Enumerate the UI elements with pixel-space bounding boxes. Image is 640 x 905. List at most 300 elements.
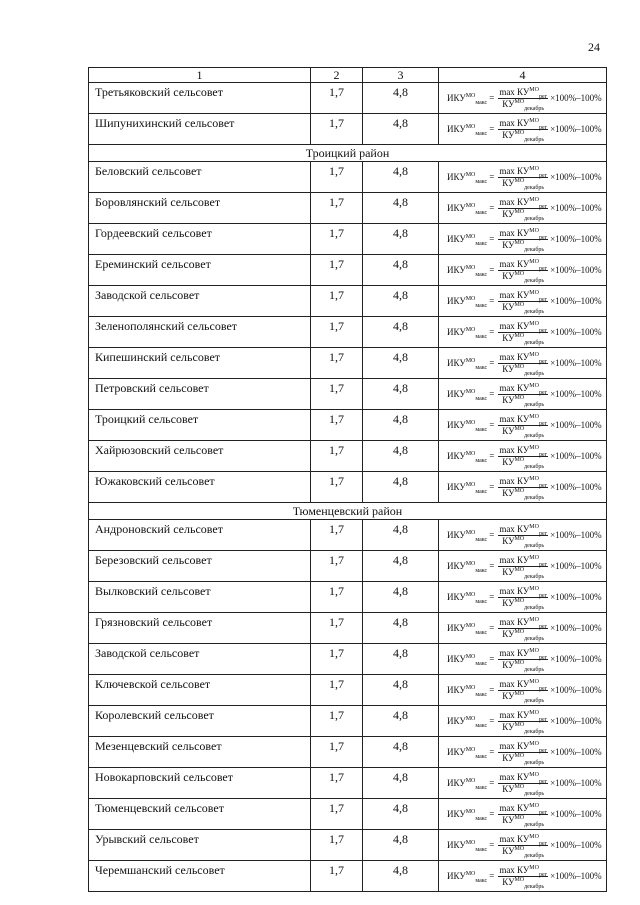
formula-fraction xyxy=(498,585,548,611)
value-col-3: 4,8 xyxy=(363,830,439,861)
formula-fraction xyxy=(498,227,548,253)
formula-cell xyxy=(439,317,607,348)
value-col-2: 1,7 xyxy=(311,317,363,348)
header-row xyxy=(89,68,607,83)
formula-fraction xyxy=(498,864,548,890)
formula-numerator: $\max КУ^{МО}_{рег}$ xyxy=(499,554,548,568)
value-col-2: 1,7 xyxy=(311,830,363,861)
formula-lhs: $ИКУ^{МО}_{макс}$ xyxy=(447,653,488,667)
column-header-4: 4 xyxy=(439,68,607,83)
table-row xyxy=(89,613,607,644)
value-col-3: 4,8 xyxy=(363,224,439,255)
value-col-3: 4,8 xyxy=(363,83,439,114)
table-row xyxy=(89,861,607,892)
value-col-2: 1,7 xyxy=(311,675,363,706)
value-col-2: 1,7 xyxy=(311,441,363,472)
formula-numerator: $\max КУ^{МО}_{рег}$ xyxy=(499,585,548,599)
formula-equals: = xyxy=(489,870,495,881)
formula-tail: ×100%–100% xyxy=(550,529,602,540)
table-row xyxy=(89,644,607,675)
formula-tail: ×100%–100% xyxy=(550,419,602,430)
formula-tail: ×100%–100% xyxy=(550,746,602,757)
settlement-name: Заводской сельсовет xyxy=(89,286,311,317)
formula-denominator: $КУ^{МО}_{декабрь}$ xyxy=(502,487,545,501)
formula-numerator: $\max КУ^{МО}_{рег}$ xyxy=(499,864,548,878)
value-col-2: 1,7 xyxy=(311,348,363,379)
formula-denominator: $КУ^{МО}_{декабрь}$ xyxy=(502,690,545,704)
value-col-3: 4,8 xyxy=(363,861,439,892)
settlement-name: Кипешинский сельсовет xyxy=(89,348,311,379)
formula-cell xyxy=(439,83,607,114)
formula-tail: ×100%–100% xyxy=(550,171,602,182)
index-formula xyxy=(447,165,606,191)
settlement-name: Мезенцевский сельсовет xyxy=(89,737,311,768)
formula-denominator: $КУ^{МО}_{декабрь}$ xyxy=(502,659,545,673)
formula-numerator: $\max КУ^{МО}_{рег}$ xyxy=(499,647,548,661)
formula-denominator: $КУ^{МО}_{декабрь}$ xyxy=(502,301,545,315)
column-header-3: 3 xyxy=(363,68,439,83)
value-col-3: 4,8 xyxy=(363,472,439,503)
formula-fraction xyxy=(498,258,548,284)
formula-lhs: $ИКУ^{МО}_{макс}$ xyxy=(447,202,488,216)
column-header-1: 1 xyxy=(89,68,311,83)
formula-equals: = xyxy=(489,591,495,602)
settlement-name: Урывский сельсовет xyxy=(89,830,311,861)
formula-equals: = xyxy=(489,529,495,540)
formula-lhs: $ИКУ^{МО}_{макс}$ xyxy=(447,777,488,791)
formula-denominator: $КУ^{МО}_{декабрь}$ xyxy=(502,332,545,346)
formula-denominator: $КУ^{МО}_{декабрь}$ xyxy=(502,394,545,408)
formula-lhs: $ИКУ^{МО}_{макс}$ xyxy=(447,92,488,106)
formula-cell xyxy=(439,410,607,441)
index-formula xyxy=(447,554,606,580)
formula-equals: = xyxy=(489,560,495,571)
formula-tail: ×100%–100% xyxy=(550,684,602,695)
formula-denominator: $КУ^{МО}_{декабрь}$ xyxy=(502,456,545,470)
formula-fraction xyxy=(498,554,548,580)
formula-cell xyxy=(439,737,607,768)
formula-denominator: $КУ^{МО}_{декабрь}$ xyxy=(502,425,545,439)
formula-fraction xyxy=(498,523,548,549)
value-col-3: 4,8 xyxy=(363,551,439,582)
value-col-3: 4,8 xyxy=(363,410,439,441)
formula-denominator: $КУ^{МО}_{декабрь}$ xyxy=(502,783,545,797)
index-formula xyxy=(447,413,606,439)
index-formula xyxy=(447,444,606,470)
formula-cell xyxy=(439,706,607,737)
formula-equals: = xyxy=(489,326,495,337)
formula-numerator: $\max КУ^{МО}_{рег}$ xyxy=(499,117,548,131)
index-formula xyxy=(447,678,606,704)
formula-fraction xyxy=(498,709,548,735)
table-row xyxy=(89,582,607,613)
settlement-name: Тюменцевский сельсовет xyxy=(89,799,311,830)
index-formula xyxy=(447,709,606,735)
tariff-index-table xyxy=(88,67,607,892)
table-row xyxy=(89,441,607,472)
table-row xyxy=(89,737,607,768)
settlement-name: Андроновский сельсовет xyxy=(89,520,311,551)
formula-lhs: $ИКУ^{МО}_{макс}$ xyxy=(447,481,488,495)
index-formula xyxy=(447,864,606,890)
table-row xyxy=(89,768,607,799)
value-col-2: 1,7 xyxy=(311,582,363,613)
formula-fraction xyxy=(498,802,548,828)
settlement-name: Черемшанский сельсовет xyxy=(89,861,311,892)
index-formula xyxy=(447,475,606,501)
formula-lhs: $ИКУ^{МО}_{макс}$ xyxy=(447,123,488,137)
formula-lhs: $ИКУ^{МО}_{макс}$ xyxy=(447,233,488,247)
section-title: Троицкий район xyxy=(89,145,607,162)
formula-cell xyxy=(439,675,607,706)
index-formula xyxy=(447,647,606,673)
formula-tail: ×100%–100% xyxy=(550,233,602,244)
formula-tail: ×100%–100% xyxy=(550,357,602,368)
formula-equals: = xyxy=(489,777,495,788)
formula-numerator: $\max КУ^{МО}_{рег}$ xyxy=(499,382,548,396)
formula-numerator: $\max КУ^{МО}_{рег}$ xyxy=(499,289,548,303)
table-row xyxy=(89,410,607,441)
formula-cell xyxy=(439,830,607,861)
value-col-3: 4,8 xyxy=(363,768,439,799)
formula-tail: ×100%–100% xyxy=(550,715,602,726)
table-body xyxy=(89,68,607,892)
formula-numerator: $\max КУ^{МО}_{рег}$ xyxy=(499,771,548,785)
formula-equals: = xyxy=(489,419,495,430)
formula-equals: = xyxy=(489,171,495,182)
formula-equals: = xyxy=(489,92,495,103)
value-col-3: 4,8 xyxy=(363,193,439,224)
value-col-3: 4,8 xyxy=(363,114,439,145)
settlement-name: Вылковский сельсовет xyxy=(89,582,311,613)
value-col-3: 4,8 xyxy=(363,441,439,472)
value-col-3: 4,8 xyxy=(363,737,439,768)
settlement-name: Южаковский сельсовет xyxy=(89,472,311,503)
formula-lhs: $ИКУ^{МО}_{макс}$ xyxy=(447,357,488,371)
formula-denominator: $КУ^{МО}_{декабрь}$ xyxy=(502,239,545,253)
formula-tail: ×100%–100% xyxy=(550,123,602,134)
value-col-2: 1,7 xyxy=(311,162,363,193)
settlement-name: Шипунихинский сельсовет xyxy=(89,114,311,145)
page-number: 24 xyxy=(588,40,600,54)
value-col-2: 1,7 xyxy=(311,83,363,114)
index-formula xyxy=(447,351,606,377)
formula-cell xyxy=(439,613,607,644)
settlement-name: Третьяковский сельсовет xyxy=(89,83,311,114)
value-col-2: 1,7 xyxy=(311,193,363,224)
formula-denominator: $КУ^{МО}_{декабрь}$ xyxy=(502,535,545,549)
index-formula xyxy=(447,117,606,143)
table-row xyxy=(89,114,607,145)
formula-denominator: $КУ^{МО}_{декабрь}$ xyxy=(502,363,545,377)
formula-equals: = xyxy=(489,839,495,850)
formula-numerator: $\max КУ^{МО}_{рег}$ xyxy=(499,833,548,847)
formula-denominator: $КУ^{МО}_{декабрь}$ xyxy=(502,752,545,766)
value-col-2: 1,7 xyxy=(311,644,363,675)
formula-fraction xyxy=(498,475,548,501)
formula-tail: ×100%–100% xyxy=(550,777,602,788)
value-col-3: 4,8 xyxy=(363,255,439,286)
formula-numerator: $\max КУ^{МО}_{рег}$ xyxy=(499,475,548,489)
value-col-3: 4,8 xyxy=(363,348,439,379)
formula-equals: = xyxy=(489,233,495,244)
table-row xyxy=(89,317,607,348)
formula-lhs: $ИКУ^{МО}_{макс}$ xyxy=(447,529,488,543)
formula-equals: = xyxy=(489,123,495,134)
formula-tail: ×100%–100% xyxy=(550,264,602,275)
formula-lhs: $ИКУ^{МО}_{макс}$ xyxy=(447,419,488,433)
formula-cell xyxy=(439,193,607,224)
formula-lhs: $ИКУ^{МО}_{макс}$ xyxy=(447,684,488,698)
index-formula xyxy=(447,289,606,315)
formula-denominator: $КУ^{МО}_{декабрь}$ xyxy=(502,98,545,112)
formula-numerator: $\max КУ^{МО}_{рег}$ xyxy=(499,413,548,427)
formula-fraction xyxy=(498,647,548,673)
formula-denominator: $КУ^{МО}_{декабрь}$ xyxy=(502,129,545,143)
index-formula xyxy=(447,86,606,112)
formula-numerator: $\max КУ^{МО}_{рег}$ xyxy=(499,351,548,365)
table-row xyxy=(89,551,607,582)
value-col-3: 4,8 xyxy=(363,286,439,317)
table-row xyxy=(89,162,607,193)
section-row xyxy=(89,145,607,162)
formula-equals: = xyxy=(489,357,495,368)
formula-tail: ×100%–100% xyxy=(550,839,602,850)
formula-lhs: $ИКУ^{МО}_{макс}$ xyxy=(447,388,488,402)
formula-equals: = xyxy=(489,715,495,726)
index-formula xyxy=(447,227,606,253)
formula-fraction xyxy=(498,771,548,797)
index-formula xyxy=(447,196,606,222)
index-formula xyxy=(447,320,606,346)
table-row xyxy=(89,830,607,861)
formula-tail: ×100%–100% xyxy=(550,92,602,103)
value-col-2: 1,7 xyxy=(311,286,363,317)
settlement-name: Троицкий сельсовет xyxy=(89,410,311,441)
table-row xyxy=(89,83,607,114)
formula-lhs: $ИКУ^{МО}_{макс}$ xyxy=(447,560,488,574)
formula-equals: = xyxy=(489,684,495,695)
value-col-3: 4,8 xyxy=(363,675,439,706)
table-row xyxy=(89,286,607,317)
value-col-2: 1,7 xyxy=(311,613,363,644)
formula-denominator: $КУ^{МО}_{декабрь}$ xyxy=(502,270,545,284)
formula-cell xyxy=(439,441,607,472)
formula-denominator: $КУ^{МО}_{декабрь}$ xyxy=(502,177,545,191)
settlement-name: Петровский сельсовет xyxy=(89,379,311,410)
formula-lhs: $ИКУ^{МО}_{макс}$ xyxy=(447,808,488,822)
formula-fraction xyxy=(498,165,548,191)
formula-equals: = xyxy=(489,808,495,819)
value-col-2: 1,7 xyxy=(311,520,363,551)
value-col-2: 1,7 xyxy=(311,472,363,503)
formula-numerator: $\max КУ^{МО}_{рег}$ xyxy=(499,616,548,630)
formula-denominator: $КУ^{МО}_{декабрь}$ xyxy=(502,628,545,642)
formula-denominator: $КУ^{МО}_{декабрь}$ xyxy=(502,597,545,611)
index-formula xyxy=(447,833,606,859)
value-col-3: 4,8 xyxy=(363,162,439,193)
formula-fraction xyxy=(498,413,548,439)
formula-equals: = xyxy=(489,295,495,306)
formula-fraction xyxy=(498,320,548,346)
formula-numerator: $\max КУ^{МО}_{рег}$ xyxy=(499,258,548,272)
formula-tail: ×100%–100% xyxy=(550,870,602,881)
settlement-name: Боровлянский сельсовет xyxy=(89,193,311,224)
table-row xyxy=(89,706,607,737)
formula-lhs: $ИКУ^{МО}_{макс}$ xyxy=(447,591,488,605)
formula-tail: ×100%–100% xyxy=(550,450,602,461)
settlement-name: Зеленополянский сельсовет xyxy=(89,317,311,348)
section-title: Тюменцевский район xyxy=(89,503,607,520)
formula-numerator: $\max КУ^{МО}_{рег}$ xyxy=(499,444,548,458)
value-col-2: 1,7 xyxy=(311,224,363,255)
value-col-2: 1,7 xyxy=(311,861,363,892)
formula-fraction xyxy=(498,86,548,112)
table-row xyxy=(89,379,607,410)
formula-equals: = xyxy=(489,653,495,664)
formula-tail: ×100%–100% xyxy=(550,295,602,306)
value-col-2: 1,7 xyxy=(311,410,363,441)
formula-lhs: $ИКУ^{МО}_{макс}$ xyxy=(447,870,488,884)
formula-cell xyxy=(439,162,607,193)
formula-equals: = xyxy=(489,481,495,492)
formula-lhs: $ИКУ^{МО}_{макс}$ xyxy=(447,295,488,309)
formula-lhs: $ИКУ^{МО}_{макс}$ xyxy=(447,622,488,636)
formula-lhs: $ИКУ^{МО}_{макс}$ xyxy=(447,839,488,853)
value-col-2: 1,7 xyxy=(311,706,363,737)
formula-fraction xyxy=(498,289,548,315)
formula-lhs: $ИКУ^{МО}_{макс}$ xyxy=(447,326,488,340)
formula-fraction xyxy=(498,444,548,470)
formula-denominator: $КУ^{МО}_{декабрь}$ xyxy=(502,566,545,580)
formula-fraction xyxy=(498,117,548,143)
settlement-name: Заводской сельсовет xyxy=(89,644,311,675)
formula-numerator: $\max КУ^{МО}_{рег}$ xyxy=(499,523,548,537)
formula-tail: ×100%–100% xyxy=(550,653,602,664)
formula-equals: = xyxy=(489,202,495,213)
formula-numerator: $\max КУ^{МО}_{рег}$ xyxy=(499,320,548,334)
table-row xyxy=(89,472,607,503)
formula-lhs: $ИКУ^{МО}_{макс}$ xyxy=(447,715,488,729)
formula-cell xyxy=(439,799,607,830)
value-col-2: 1,7 xyxy=(311,737,363,768)
index-formula xyxy=(447,585,606,611)
settlement-name: Гордеевский сельсовет xyxy=(89,224,311,255)
index-formula xyxy=(447,258,606,284)
formula-equals: = xyxy=(489,388,495,399)
index-formula xyxy=(447,523,606,549)
settlement-name: Королевский сельсовет xyxy=(89,706,311,737)
value-col-3: 4,8 xyxy=(363,644,439,675)
index-formula xyxy=(447,802,606,828)
settlement-name: Новокарповский сельсовет xyxy=(89,768,311,799)
formula-cell xyxy=(439,551,607,582)
value-col-3: 4,8 xyxy=(363,613,439,644)
formula-cell xyxy=(439,114,607,145)
formula-numerator: $\max КУ^{МО}_{рег}$ xyxy=(499,802,548,816)
formula-lhs: $ИКУ^{МО}_{макс}$ xyxy=(447,450,488,464)
formula-numerator: $\max КУ^{МО}_{рег}$ xyxy=(499,740,548,754)
value-col-2: 1,7 xyxy=(311,768,363,799)
table-row xyxy=(89,348,607,379)
formula-cell xyxy=(439,861,607,892)
formula-equals: = xyxy=(489,264,495,275)
formula-numerator: $\max КУ^{МО}_{рег}$ xyxy=(499,86,548,100)
formula-lhs: $ИКУ^{МО}_{макс}$ xyxy=(447,264,488,278)
value-col-3: 4,8 xyxy=(363,379,439,410)
formula-tail: ×100%–100% xyxy=(550,591,602,602)
formula-fraction xyxy=(498,616,548,642)
formula-cell xyxy=(439,582,607,613)
formula-fraction xyxy=(498,382,548,408)
settlement-name: Ключевской сельсовет xyxy=(89,675,311,706)
formula-tail: ×100%–100% xyxy=(550,388,602,399)
table-row xyxy=(89,520,607,551)
formula-denominator: $КУ^{МО}_{декабрь}$ xyxy=(502,814,545,828)
formula-cell xyxy=(439,644,607,675)
settlement-name: Ереминский сельсовет xyxy=(89,255,311,286)
formula-numerator: $\max КУ^{МО}_{рег}$ xyxy=(499,196,548,210)
formula-tail: ×100%–100% xyxy=(550,808,602,819)
formula-cell xyxy=(439,379,607,410)
table-row xyxy=(89,675,607,706)
value-col-3: 4,8 xyxy=(363,520,439,551)
formula-cell xyxy=(439,348,607,379)
formula-cell xyxy=(439,286,607,317)
formula-fraction xyxy=(498,196,548,222)
formula-equals: = xyxy=(489,622,495,633)
formula-fraction xyxy=(498,740,548,766)
formula-denominator: $КУ^{МО}_{декабрь}$ xyxy=(502,208,545,222)
value-col-2: 1,7 xyxy=(311,379,363,410)
index-formula xyxy=(447,740,606,766)
formula-tail: ×100%–100% xyxy=(550,326,602,337)
formula-cell xyxy=(439,224,607,255)
settlement-name: Березовский сельсовет xyxy=(89,551,311,582)
formula-cell xyxy=(439,768,607,799)
formula-fraction xyxy=(498,833,548,859)
value-col-3: 4,8 xyxy=(363,582,439,613)
formula-fraction xyxy=(498,678,548,704)
formula-cell xyxy=(439,255,607,286)
settlement-name: Грязновский сельсовет xyxy=(89,613,311,644)
formula-numerator: $\max КУ^{МО}_{рег}$ xyxy=(499,227,548,241)
formula-denominator: $КУ^{МО}_{декабрь}$ xyxy=(502,845,545,859)
formula-tail: ×100%–100% xyxy=(550,202,602,213)
formula-denominator: $КУ^{МО}_{декабрь}$ xyxy=(502,721,545,735)
formula-equals: = xyxy=(489,450,495,461)
index-formula xyxy=(447,771,606,797)
table-row xyxy=(89,224,607,255)
formula-numerator: $\max КУ^{МО}_{рег}$ xyxy=(499,165,548,179)
index-formula xyxy=(447,382,606,408)
value-col-2: 1,7 xyxy=(311,551,363,582)
formula-fraction xyxy=(498,351,548,377)
value-col-3: 4,8 xyxy=(363,317,439,348)
formula-numerator: $\max КУ^{МО}_{рег}$ xyxy=(499,678,548,692)
formula-numerator: $\max КУ^{МО}_{рег}$ xyxy=(499,709,548,723)
formula-denominator: $КУ^{МО}_{декабрь}$ xyxy=(502,876,545,890)
value-col-2: 1,7 xyxy=(311,114,363,145)
table-row xyxy=(89,799,607,830)
formula-lhs: $ИКУ^{МО}_{макс}$ xyxy=(447,171,488,185)
formula-tail: ×100%–100% xyxy=(550,481,602,492)
value-col-3: 4,8 xyxy=(363,706,439,737)
section-row xyxy=(89,503,607,520)
formula-tail: ×100%–100% xyxy=(550,560,602,571)
value-col-3: 4,8 xyxy=(363,799,439,830)
column-header-2: 2 xyxy=(311,68,363,83)
